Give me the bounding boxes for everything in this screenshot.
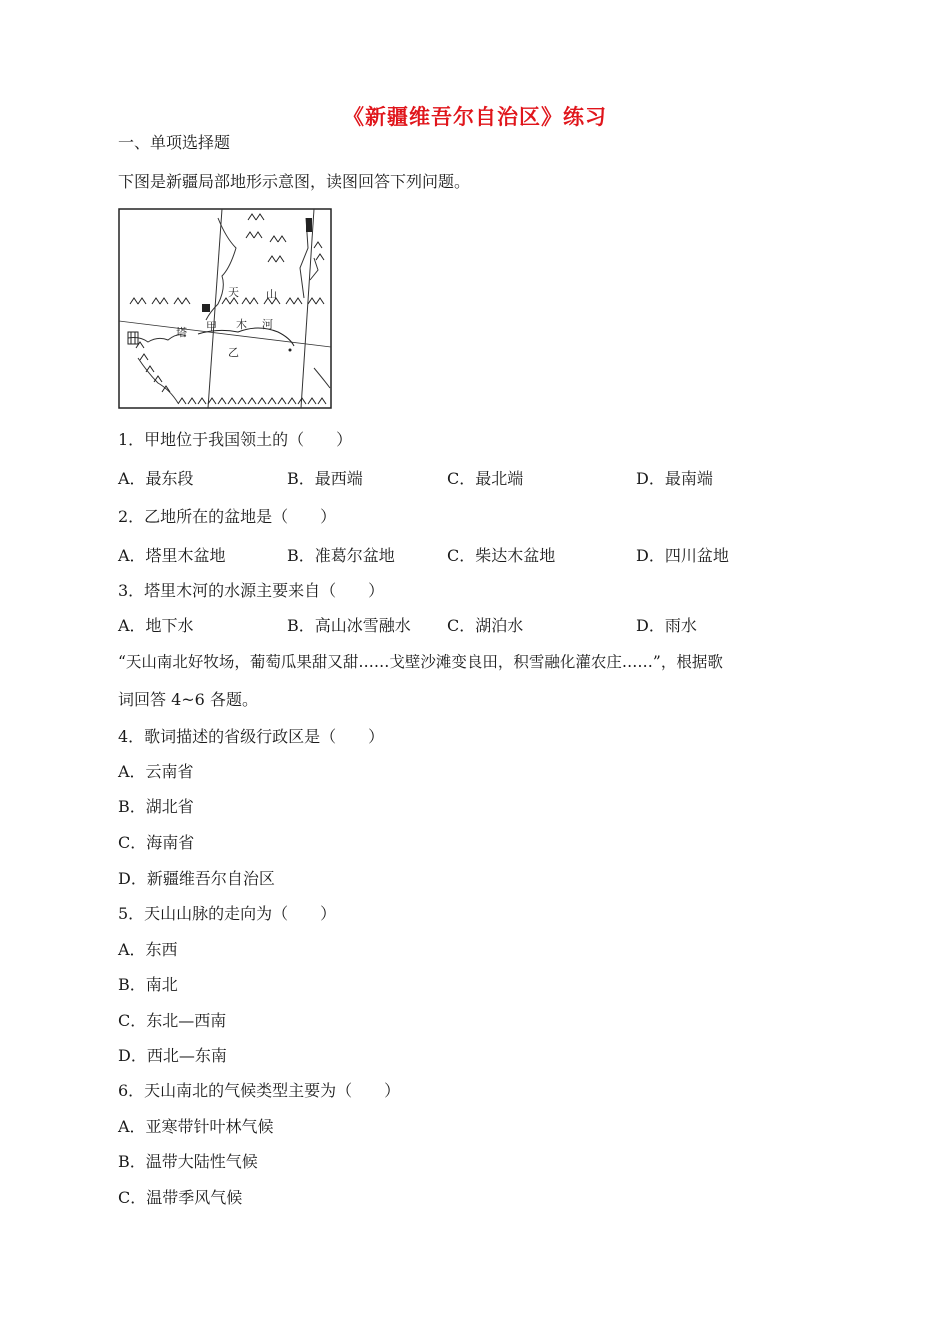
lyric-line-2: 词回答 4~6 各题。 <box>118 690 258 709</box>
option-c: C．柴达木盆地 <box>447 546 556 565</box>
option-d: D．最南端 <box>636 469 713 488</box>
question-stem: 4．歌词描述的省级行政区是（ ） <box>118 727 385 746</box>
label-ta: 塔 <box>176 326 187 339</box>
label-shan: 山 <box>266 288 277 301</box>
question-stem: 3．塔里木河的水源主要来自（ ） <box>118 581 385 600</box>
option-b: B．湖北省 <box>118 797 194 816</box>
option-c: C．东北—西南 <box>118 1011 227 1030</box>
option-c: C．最北端 <box>447 469 524 488</box>
option-b: B．最西端 <box>287 469 363 488</box>
xinjiang-terrain-map <box>118 208 332 409</box>
option-d: D．雨水 <box>636 616 697 635</box>
label-mu: 木 <box>236 318 247 331</box>
option-d: D．西北—东南 <box>118 1046 227 1065</box>
option-c: C．湖泊水 <box>447 616 524 635</box>
option-b: B．高山冰雪融水 <box>287 616 411 635</box>
option-b: B．准葛尔盆地 <box>287 546 395 565</box>
question-stem: 1．甲地位于我国领土的（ ） <box>118 430 353 449</box>
option-c: C．温带季风气候 <box>118 1188 243 1207</box>
option-d: D．新疆维吾尔自治区 <box>118 869 275 888</box>
section-heading: 一、单项选择题 <box>118 133 231 152</box>
question-stem: 5．天山山脉的走向为（ ） <box>118 904 337 923</box>
option-a: A．地下水 <box>118 616 194 635</box>
option-d: D．四川盆地 <box>636 546 729 565</box>
question-stem: 2．乙地所在的盆地是（ ） <box>118 507 337 526</box>
page-title: 《新疆维吾尔自治区》练习 <box>343 105 607 129</box>
label-jia: 甲 <box>206 320 217 333</box>
question-stem: 6．天山南北的气候类型主要为（ ） <box>118 1081 401 1100</box>
option-a: A．东西 <box>118 940 178 959</box>
option-b: B．南北 <box>118 975 178 994</box>
option-a: A．亚寒带针叶林气候 <box>118 1117 274 1136</box>
option-a: A．塔里木盆地 <box>118 546 226 565</box>
intro-text: 下图是新疆局部地形示意图，读图回答下列问题。 <box>118 172 471 191</box>
label-he: 河 <box>262 318 273 331</box>
option-b: B．温带大陆性气候 <box>118 1152 258 1171</box>
option-c: C．海南省 <box>118 833 195 852</box>
label-yi: 乙 <box>228 346 239 359</box>
option-a: A．最东段 <box>118 469 194 488</box>
option-a: A．云南省 <box>118 762 194 781</box>
lyric-line-1: “天山南北好牧场，葡萄瓜果甜又甜……戈壁沙滩变良田，积雪融化灌农庄……”，根据歌 <box>118 653 723 671</box>
label-tian: 天 <box>228 286 239 299</box>
